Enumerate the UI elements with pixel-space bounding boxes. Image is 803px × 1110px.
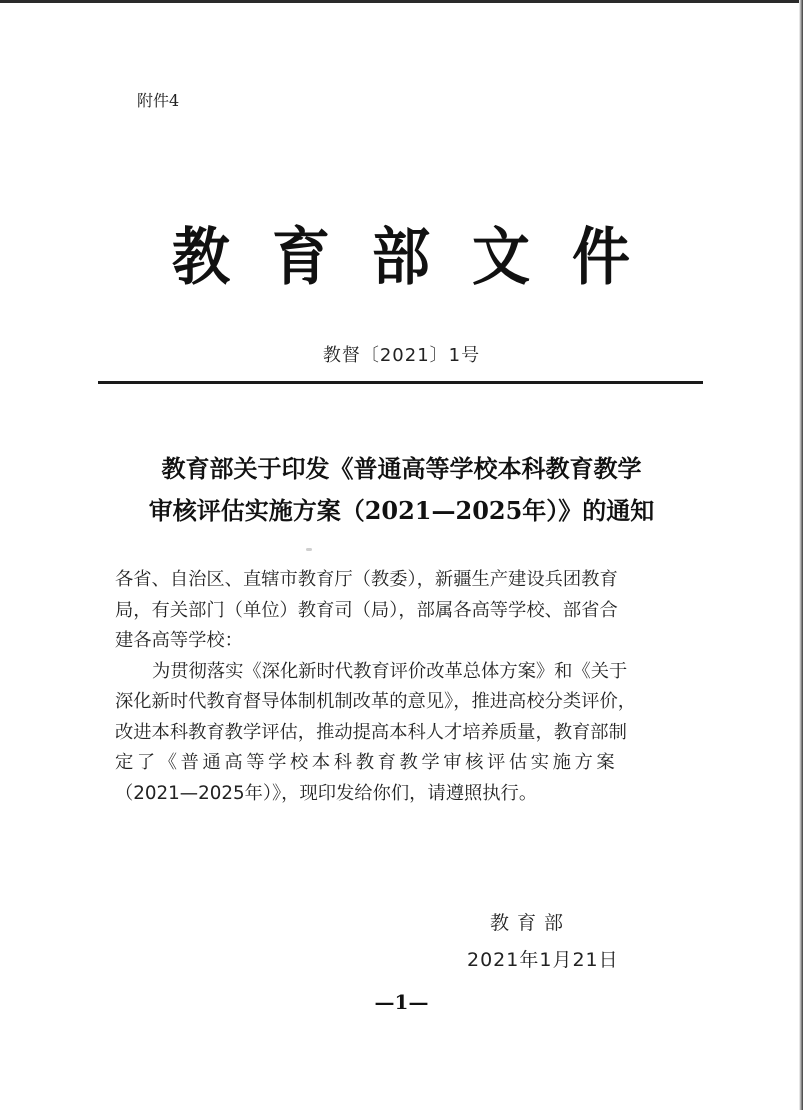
signature-organization: 教育部 xyxy=(490,912,572,934)
addressee-line: 各省、自治区、直辖市教育厅（教委），新疆生产建设兵团教育 xyxy=(115,569,618,590)
header-divider xyxy=(98,381,703,384)
title-line: 审核评估实施方案（2021—2025年）》的通知 xyxy=(148,496,655,525)
masthead xyxy=(100,222,700,292)
document-title xyxy=(80,448,723,532)
paragraph-line: 定了《普通高等学校本科教育教学审核评估实施方案 xyxy=(115,752,619,773)
document-body xyxy=(115,565,695,809)
addressee-line: 建各高等学校： xyxy=(115,630,243,651)
paragraph-line: 改进本科教育教学评估，推动提高本科人才培养质量，教育部制 xyxy=(115,721,627,743)
attachment-label: 附件4 xyxy=(137,91,180,110)
page-number: —1— xyxy=(374,990,429,1014)
scan-speck xyxy=(306,548,312,551)
scan-edge-top xyxy=(0,0,803,3)
masthead-char: 件 xyxy=(571,220,630,294)
document-number: 教督〔2021〕1号 xyxy=(322,345,481,366)
masthead-char: 教 xyxy=(172,220,231,294)
addressee-line: 局，有关部门（单位）教育司（局），部属各高等学校、部省合 xyxy=(115,599,618,621)
title-line: 教育部关于印发《普通高等学校本科教育教学 xyxy=(161,454,642,483)
paragraph-line: 为贯彻落实《深化新时代教育评价改革总体方案》和《关于 xyxy=(152,660,628,682)
paragraph-line: 深化新时代教育督导体制机制改革的意见》，推进高校分类评价， xyxy=(115,691,637,712)
masthead-char: 文 xyxy=(471,220,530,294)
masthead-char: 育 xyxy=(271,220,330,294)
signature-date: 2021年1月21日 xyxy=(467,949,619,971)
paragraph-line: （2021—2025年）》，现印发给你们，请遵照执行。 xyxy=(115,782,538,804)
scan-edge-right xyxy=(799,0,803,1110)
masthead-char: 部 xyxy=(371,220,430,294)
